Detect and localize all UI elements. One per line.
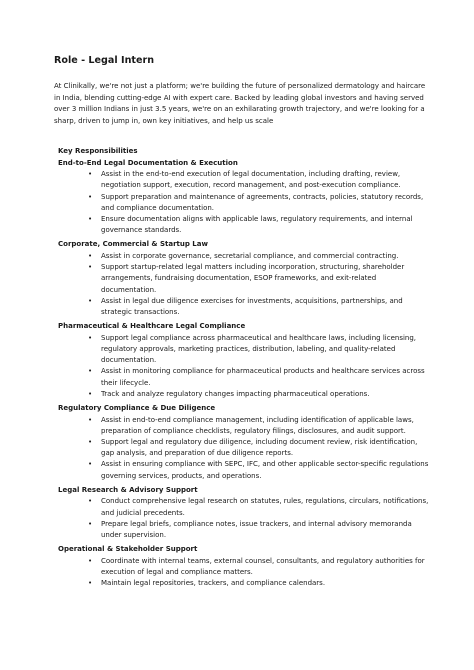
list-item-text: Coordinate with internal teams, external counsel, consultants, and regulatory authorities for execution of legal and compliance matters. — [101, 556, 425, 576]
section-title: Regulatory Compliance & Due Diligence — [58, 403, 216, 412]
list-item — [58, 251, 430, 262]
bullet-icon: • — [88, 556, 93, 565]
bullet-list — [58, 333, 430, 400]
bullet-icon: • — [88, 263, 93, 272]
list-item — [58, 214, 430, 236]
responsibility-section — [58, 321, 430, 400]
bullet-icon: • — [88, 460, 93, 469]
responsibilities-heading: Key Responsibilities — [58, 147, 138, 155]
section-title: End-to-End Legal Documentation & Execution — [58, 158, 238, 167]
bullet-icon: • — [88, 251, 93, 260]
bullet-icon: • — [88, 214, 93, 223]
bullet-icon: • — [88, 389, 93, 398]
list-item — [58, 578, 430, 589]
list-item-text: Support legal and regulatory due diligence, including document review, risk identification, gap analysis, and preparation of due diligence reports. — [101, 437, 418, 458]
list-item-text: Assist in end-to-end compliance management, including identification of applicable laws, preparation of compliance checklists, regulatory filings, disclosures, and audit support. — [101, 415, 414, 435]
list-item-text: Support preparation and maintenance of agreements, contracts, policies, statutory records, and compliance documentation. — [101, 192, 424, 212]
list-item-text: Maintain legal repositories, trackers, and compliance calendars. — [101, 579, 326, 588]
list-item — [58, 389, 430, 400]
page-title: Role - Legal Intern — [54, 55, 155, 66]
responsibilities-block — [58, 146, 430, 592]
bullet-list — [58, 251, 430, 318]
list-item — [58, 415, 430, 437]
list-item — [58, 296, 430, 318]
list-item — [58, 556, 430, 578]
bullet-icon: • — [88, 579, 93, 588]
list-item-text: Prepare legal briefs, compliance notes, issue trackers, and internal advisory memoranda under supervision. — [101, 519, 412, 539]
responsibility-section — [58, 544, 430, 589]
list-item-text: Assist in monitoring compliance for pharmaceutical products and healthcare services across their lifecycle. — [101, 367, 425, 387]
list-item-text: Track and analyze regulatory changes impacting pharmaceutical operations. — [101, 389, 370, 398]
responsibility-sections — [58, 158, 430, 590]
list-item — [58, 169, 430, 191]
bullet-icon: • — [88, 367, 93, 376]
bullet-list — [58, 169, 430, 236]
bullet-list — [58, 556, 430, 590]
bullet-list — [58, 415, 430, 482]
list-item-text: Assist in ensuring compliance with SEPC, IFC, and other applicable sector-specific regulations governing services, products, and operations. — [101, 460, 429, 480]
list-item — [58, 366, 430, 388]
list-item — [58, 519, 430, 541]
section-title: Corporate, Commercial & Startup Law — [58, 240, 208, 249]
list-item-text: Support startup-related legal matters including incorporation, structuring, shareholder arrangements, fundraising documentation, ESOP frameworks, and exit-related documentation. — [101, 263, 405, 294]
responsibility-section — [58, 403, 430, 482]
list-item — [58, 192, 430, 214]
bullet-icon: • — [88, 519, 93, 528]
bullet-list — [58, 496, 430, 541]
section-title: Pharmaceutical & Healthcare Legal Compliance — [58, 322, 246, 331]
bullet-icon: • — [88, 415, 93, 424]
list-item-text: Assist in legal due diligence exercises for investments, acquisitions, partnerships, and strategic transactions. — [101, 296, 403, 316]
list-item — [58, 437, 430, 459]
section-title: Legal Research & Advisory Support — [58, 485, 198, 494]
bullet-icon: • — [88, 192, 93, 201]
bullet-icon: • — [88, 437, 93, 446]
list-item-text: Support legal compliance across pharmaceutical and healthcare laws, including licensing, regulatory approvals, marketing practices, distribution, labeling, and quality-related documentation. — [101, 333, 417, 365]
list-item — [58, 262, 430, 296]
list-item — [58, 459, 430, 481]
responsibility-section — [58, 239, 430, 318]
bullet-icon: • — [88, 170, 93, 179]
responsibility-section — [58, 158, 430, 237]
intro-paragraph: At Clinikally, we're not just a platform; we're building the future of personalized dermatology and haircare in India, blending cutting-edge AI with expert care. Backed by leading global investors and having served over 3 million Indians in just 3.5 years, we're on an exhilarating growth trajectory, and we're looking for a sharp, driven to jump in, own key initiatives, and help us scale — [54, 82, 426, 125]
bullet-icon: • — [88, 497, 93, 506]
bullet-icon: • — [88, 333, 93, 342]
list-item-text: Conduct comprehensive legal research on statutes, rules, regulations, circulars, notifications, and judicial precedents. — [101, 497, 429, 517]
list-item — [58, 496, 430, 518]
list-item-text: Assist in the end-to-end execution of legal documentation, including drafting, review, negotiation support, execution, record management, and post-execution compliance. — [101, 170, 401, 190]
responsibility-section — [58, 485, 430, 541]
section-title: Operational & Stakeholder Support — [58, 545, 198, 554]
list-item-text: Ensure documentation aligns with applicable laws, regulatory requirements, and internal governance standards. — [101, 214, 413, 235]
list-item-text: Assist in corporate governance, secretarial compliance, and commercial contracting. — [101, 251, 399, 260]
list-item — [58, 333, 430, 367]
bullet-icon: • — [88, 296, 93, 305]
